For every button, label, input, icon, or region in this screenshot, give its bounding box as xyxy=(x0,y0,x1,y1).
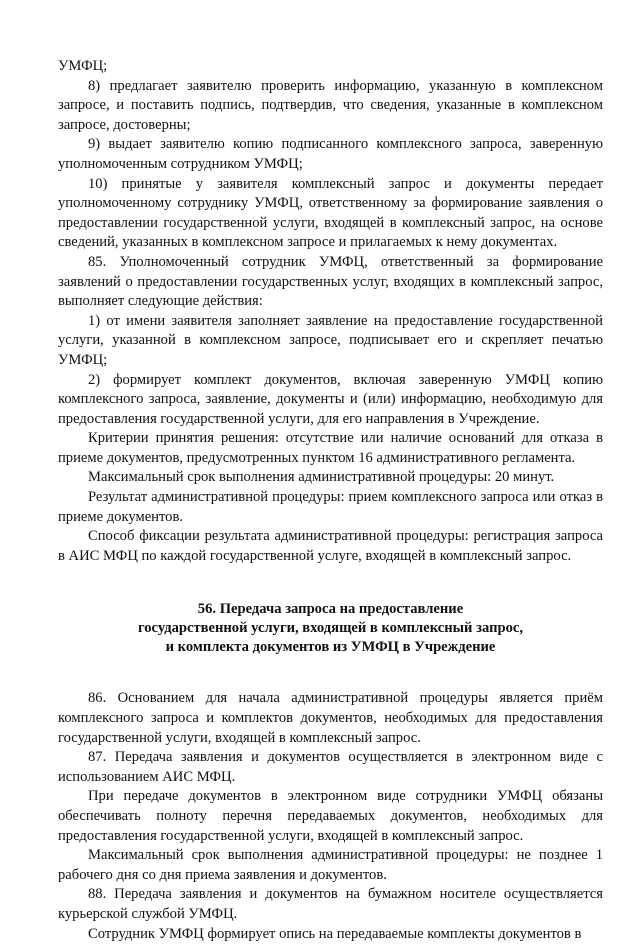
paragraph-87: 87. Передача заявления и документов осуществляется в электронном виде с использованием АИС МФЦ. xyxy=(58,749,603,785)
section-heading-line-1: 56. Передача запроса на предоставление xyxy=(197,601,464,618)
section-heading-line-2: государственной услуги, входящей в комплексный запрос, xyxy=(137,620,524,637)
paragraph-88: 88. Передача заявления и документов на бумажном носителе осуществляется курьерской службой УМФЦ. xyxy=(58,886,603,922)
paragraph-85: 85. Уполномоченный сотрудник УМФЦ, ответственный за формирование заявлений о предоставлении государственных услуг, входящих в комплексный запрос, выполняет следующие действия: xyxy=(58,253,603,310)
paragraph-electronic-transfer: При передаче документов в электронном виде сотрудники УМФЦ обязаны обеспечивать полноту перечня передаваемых документов, необходимых для предоставления государственной услуги, входящей в комплексный запрос. xyxy=(58,788,603,844)
paragraph-item-8: 8) предлагает заявителю проверить информацию, указанную в комплексном запросе, и поставить подпись, подтвердив, что сведения, указанные в комплексном запросе, достоверны; xyxy=(58,77,603,133)
paragraph-85-item-2: 2) формирует комплект документов, включая заверенную УМФЦ копию комплексного запроса, заявление, документы и (или) информацию, необходимую для предоставления государственной услуги, для его направления в Учреждение. xyxy=(58,371,603,427)
paragraph-max-duration-2: Максимальный срок выполнения административной процедуры: не позднее 1 рабочего дня со дня приема заявления и документов. xyxy=(58,847,603,883)
paragraph-fixation-method: Способ фиксации результата административной процедуры: регистрация запроса в АИС МФЦ по каждой государственной услуге, входящей в комплексный запрос. xyxy=(58,528,603,564)
paragraph-86: 86. Основанием для начала административной процедуры является приём комплексного запроса и комплектов документов, необходимых для предоставления государственной услуги, входящей в комплексный запрос. xyxy=(58,690,603,746)
paragraph-max-duration: Максимальный срок выполнения административной процедуры: 20 минут. xyxy=(88,469,555,486)
paragraph-inventory: Сотрудник УМФЦ формирует опись на передаваемые комплекты документов в xyxy=(88,925,582,942)
section-heading-56 xyxy=(58,600,603,657)
paragraph-continuation: УМФЦ; xyxy=(58,58,108,74)
paragraph-85-item-1: 1) от имени заявителя заполняет заявление на предоставление государственной услуги, указанной в комплексном запросе, подписывает его и скрепляет печатью УМФЦ; xyxy=(58,312,603,368)
paragraph-item-10: 10) принятые у заявителя комплексный запрос и документы передает уполномоченному сотруднику УМФЦ, ответственному за формирование заявления о предоставлении государственной услуги, входящей в комплексный запрос, на основе сведений, указанных в комплексном запросе и прилагаемых к нему документах. xyxy=(58,175,603,251)
paragraph-decision-criteria: Критерии принятия решения: отсутствие или наличие оснований для отказа в приеме документов, предусмотренных пунктом 16 административного регламента. xyxy=(58,430,603,466)
paragraph-result: Результат административной процедуры: прием комплексного запроса или отказ в приеме документов. xyxy=(58,489,603,525)
paragraph-item-9: 9) выдает заявителю копию подписанного комплексного запроса, заверенную уполномоченным сотрудником УМФЦ; xyxy=(58,136,603,172)
document-page xyxy=(58,57,603,944)
section-heading-line-3: и комплекта документов из УМФЦ в Учреждение xyxy=(165,639,496,656)
